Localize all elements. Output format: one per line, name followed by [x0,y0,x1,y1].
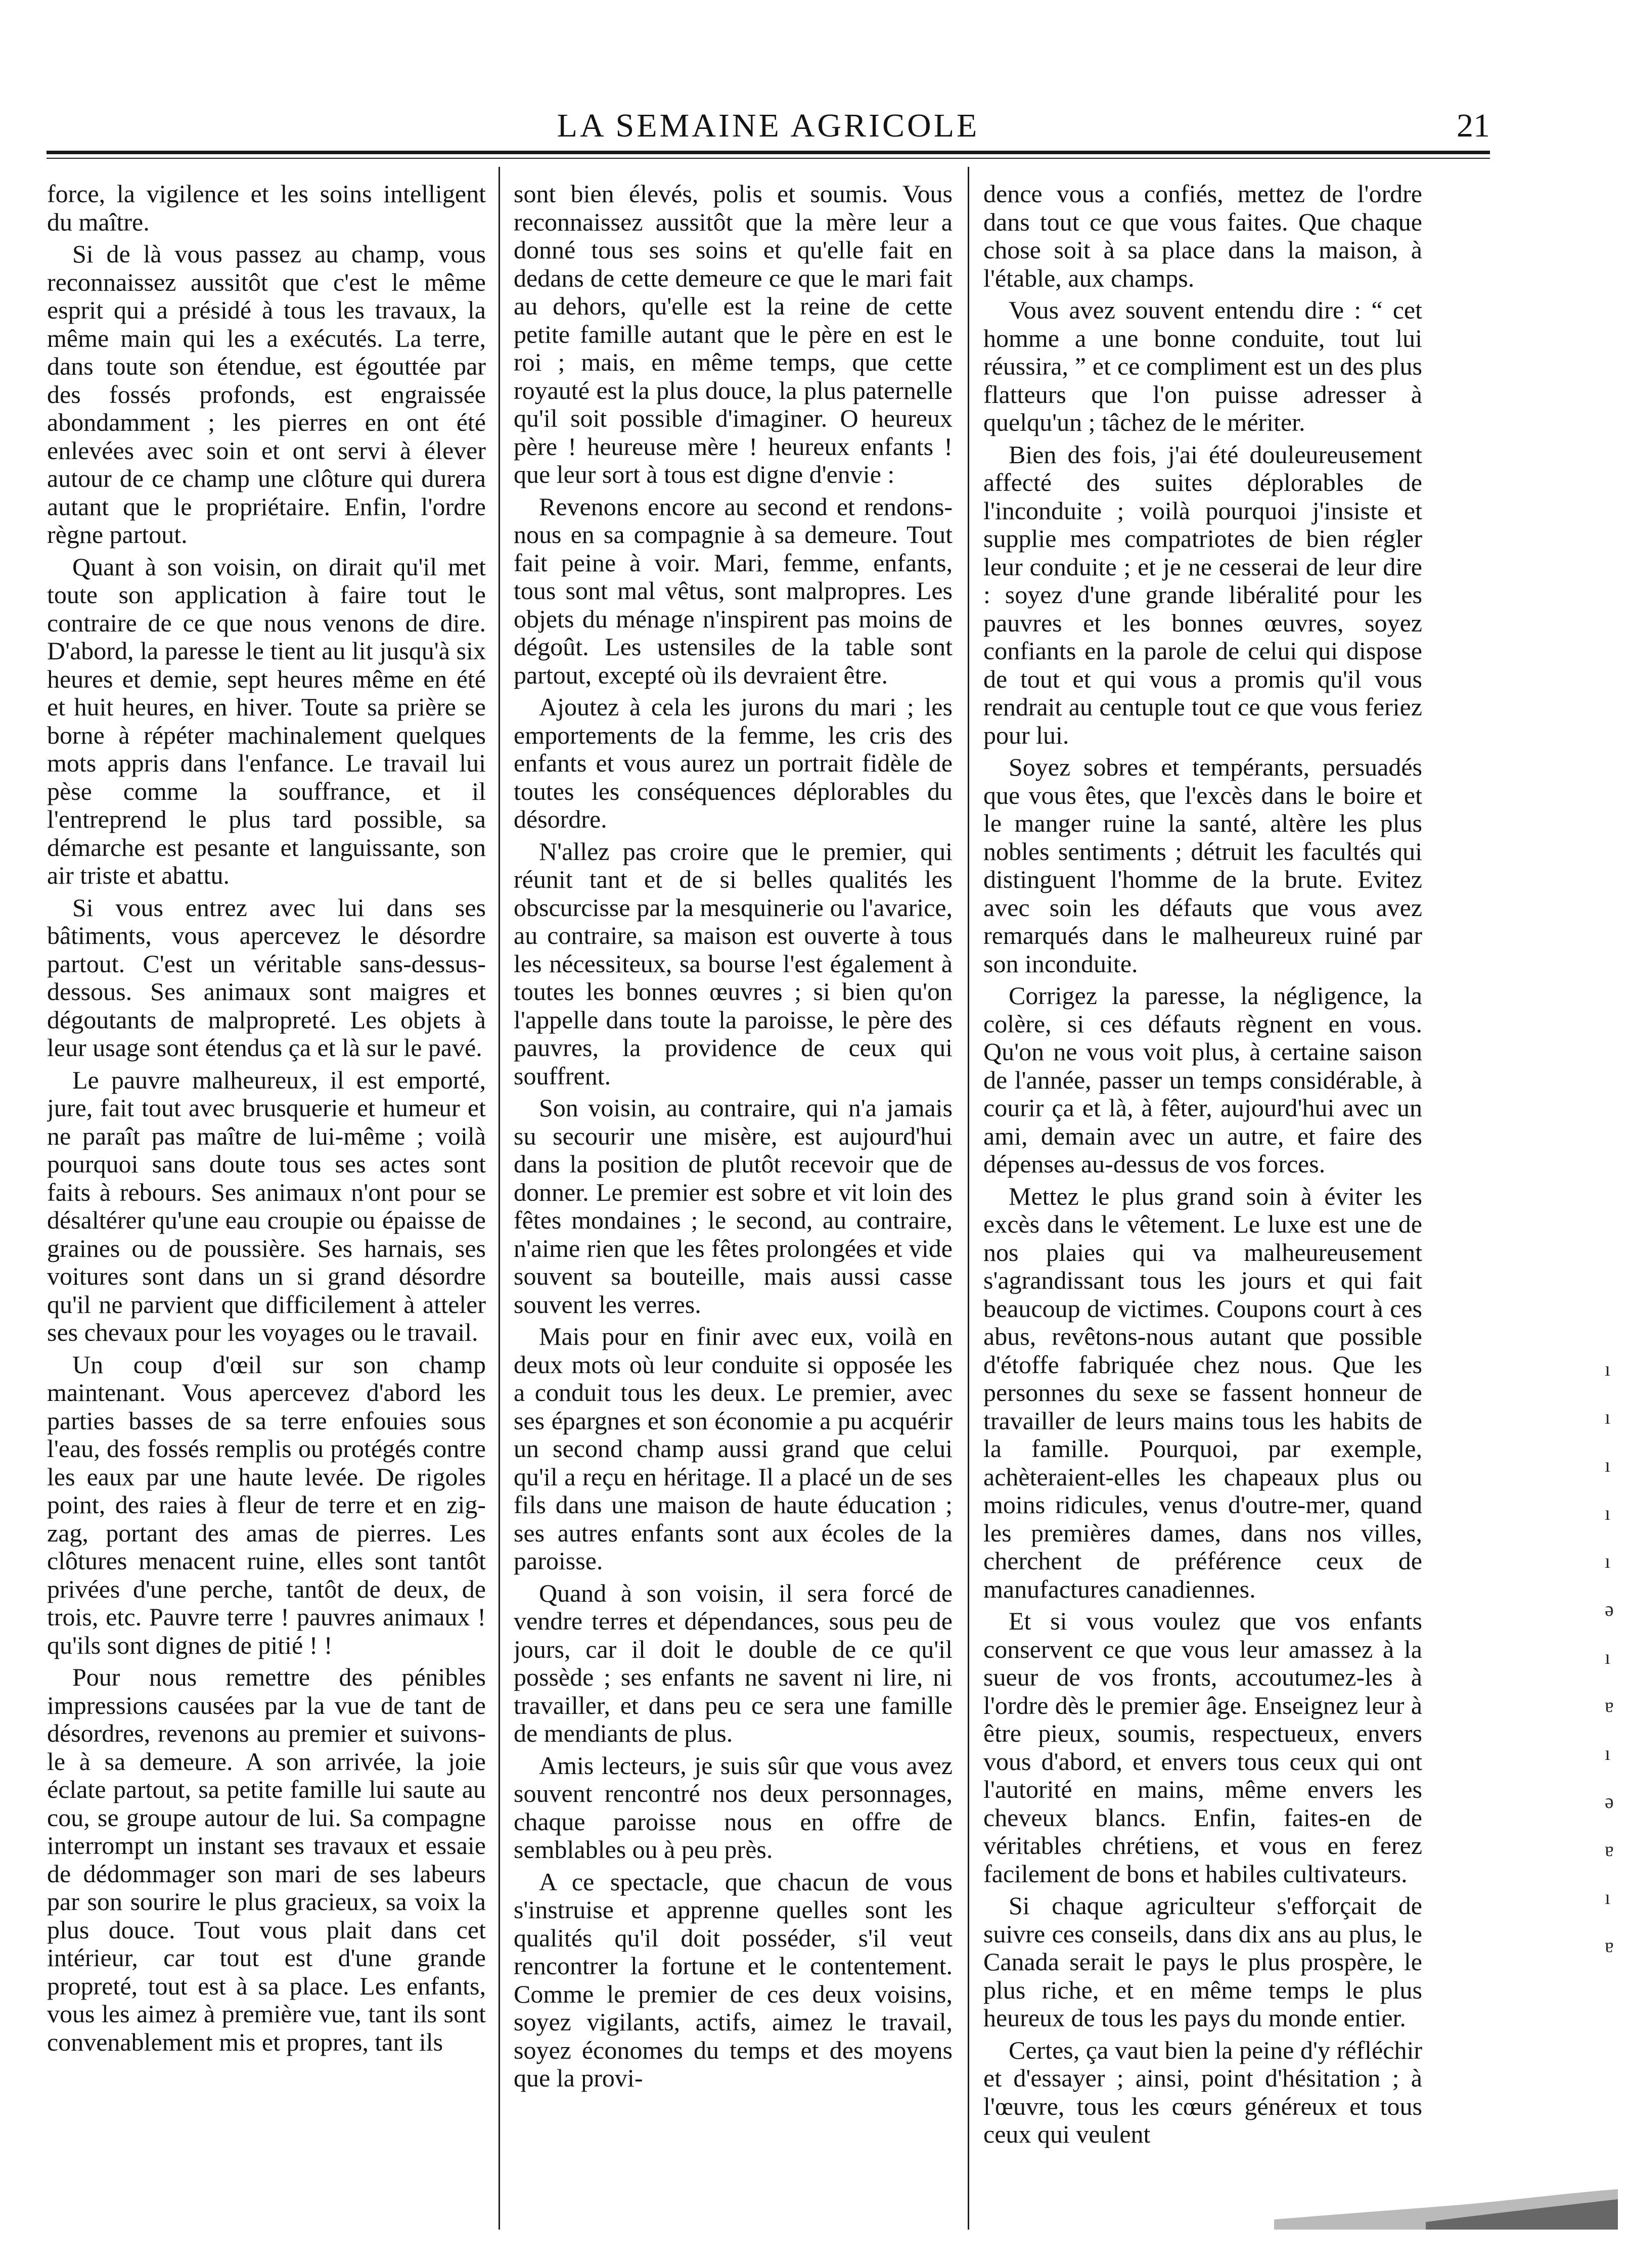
margin-mark: ɐ [1605,1694,1614,1716]
column-divider [968,167,969,2230]
running-title: LA SEMAINE AGRICOLE [557,107,980,144]
text-column-1 [47,180,486,2222]
paragraph: sont bien élevés, polis et soumis. Vous reconnaissez aussitôt que la mère leur a donné tous ses soins et qu'elle fait en dedans de cette demeure ce que le mari fait au dehors, qu'elle est la reine de cette petite famille autant que le père en est le roi ; mais, en même temps, que cette royauté est la plus douce, la plus paternelle qu'il soit possible d'imaginer. O heureux père ! heureuse mère ! heureux enfants ! que leur sort à tous est digne d'envie : [514,180,953,488]
margin-mark: ɐ [1605,1838,1614,1861]
paragraph: Corrigez la paresse, la négligence, la colère, si ces défauts règnent en vous. Qu'on ne vous voit plus, à certaine saison de l'année, passer un temps considérable, à courir ça et là, à fêter, aujourd'hui avec un ami, demain avec un autre, et faire des dépenses au-dessus de vos forces. [983,981,1422,1178]
paragraph: Certes, ça vaut bien la peine d'y réfléchir et d'essayer ; ainsi, point d'hésitation ; à l'œuvre, tous les cœurs généreux et tous ceux qui veulent [983,2035,1422,2148]
paragraph: N'allez pas croire que le premier, qui réunit tant et de si belles qualités les obscurcisse par la mesquinerie ou l'avarice, au contraire, sa maison est ouverte à tous les nécessiteux, sa bourse l'est également à toutes les bonnes œuvres ; si bien qu'on l'appelle dans toute la paroisse, le père des pauvres, la providence de ceux qui souffrent. [514,837,953,1090]
text-column-3 [983,180,1422,2222]
margin-mark: ɐ [1605,1934,1614,1957]
paragraph: Quant à son voisin, on dirait qu'il met toute son application à faire tout le contraire de ce que nous venons de dire. D'abord, la paresse le tient au lit jusqu'à six heures et demie, sept heures même en été et huit heures, en hiver. Toute sa prière se borne à répéter machinalement quelques mots appris dans l'enfance. Le travail lui pèse comme la souffrance, et il l'entreprend le plus tard possible, sa démarche est pesante et languissante, son air triste et abattu. [47,552,486,889]
margin-mark: ı [1605,1405,1611,1428]
margin-mark: ı [1605,1646,1611,1668]
paragraph: Vous avez souvent entendu dire : “ cet homme a une bonne conduite, tout lui réussira, ” et ce compliment est un des plus flatteurs que l'on puisse adresser à quelqu'un ; tâchez de le mériter. [983,296,1422,436]
paragraph: Mettez le plus grand soin à éviter les excès dans le vêtement. Le luxe est une de nos plaies qui va malheureusement s'agrandissant tous les jours et qui fait beaucoup de victimes. Coupons court à ces abus, revêtons-nous autant que possible d'étoffe fabriquée chez nous. Que les personnes du sexe se fassent honneur de travailler de leurs mains tous les habits de la famille. Pourquoi, par exemple, achèteraient-elles les chapeaux plus ou moins ridicules, venus d'outre-mer, quand les premières dames, dans nos villes, cherchent de préférence ceux de manufactures canadiennes. [983,1182,1422,1603]
page-number: 21 [1457,107,1490,144]
paragraph: Si vous entrez avec lui dans ses bâtiments, vous apercevez le désordre partout. C'est un véritable sans-dessus-dessous. Ses animaux sont maigres et dégoutants de malpropreté. Les objets à leur usage sont étendus ça et là sur le pavé. [47,893,486,1062]
paragraph: dence vous a confiés, mettez de l'ordre dans tout ce que vous faites. Que chaque chose soit à sa place dans la maison, à l'étable, aux champs. [983,180,1422,292]
paragraph: Le pauvre malheureux, il est emporté, jure, fait tout avec brusquerie et humeur et ne paraît pas maître de lui-même ; voilà pourquoi sans doute tous ses actes sont faits à rebours. Ses animaux n'ont pour se désaltérer qu'une eau croupie ou épaisse de graines ou de poussière. Ses harnais, ses voitures sont dans un si grand désordre qu'il ne parvient que difficilement à atteler ses chevaux pour les voyages ou le travail. [47,1065,486,1346]
paragraph: Ajoutez à cela les jurons du mari ; les emportements de la femme, les cris des enfants et vous aurez un portrait fidèle de toutes les conséquences déplorables du désordre. [514,693,953,833]
margin-mark: ǝ [1605,1598,1614,1620]
paragraph: A ce spectacle, que chacun de vous s'instruise et apprenne quelles sont les qualités qu'il doit posséder, s'il veut rencontrer la fortune et le contentement. Comme le premier de ces deux voisins, soyez vigilants, actifs, aimez le travail, soyez économes du temps et des moyens que la provi- [514,1867,953,2092]
margin-mark: ı [1605,1886,1611,1909]
header-rule-thick [47,151,1490,154]
paragraph: Si de là vous passez au champ, vous reconnaissez aussitôt que c'est le même esprit qui a présidé à tous les travaux, la même main qui les a exécutés. La terre, dans toute son étendue, est égouttée par des fossés profonds, est engraissée abondamment ; les pierres en ont été enlevées avec soin et ont servi à élever autour de ce champ une clôture qui durera autant que le propriétaire. Enfin, l'ordre règne partout. [47,240,486,549]
paragraph: Amis lecteurs, je suis sûr que vous avez souvent rencontré nos deux personnages, chaque paroisse nous en offre de semblables ou à peu près. [514,1751,953,1864]
paragraph: Si chaque agriculteur s'efforçait de suivre ces conseils, dans dix ans au plus, le Canada serait le pays le plus prospère, le plus riche, et en même temps le plus heureux de tous les pays du monde entier. [983,1891,1422,2032]
bleed-through-margin-marks [1605,1345,1625,2053]
text-column-2 [514,180,953,2222]
paragraph: force, la vigilence et les soins intelligent du maître. [47,180,486,236]
paragraph: Un coup d'œil sur son champ maintenant. Vous apercevez d'abord les parties basses de sa terre enfouies sous l'eau, des fossés remplis ou protégés contre les eaux par une haute levée. De rigoles point, des raies à fleur de terre et en zig-zag, portant des amas de pierres. Les clôtures menacent ruine, elles sont tantôt privées d'une perche, tantôt de deux, de trois, etc. Pauvre terre ! pauvres animaux ! qu'ils sont dignes de pitié ! ! [47,1350,486,1659]
margin-mark: ı [1605,1454,1611,1476]
paragraph: Pour nous remettre des pénibles impressions causées par la vue de tant de désordres, revenons au premier et suivons-le à sa demeure. A son arrivée, la joie éclate partout, sa petite famille lui saute au cou, se groupe autour de lui. Sa compagne interrompt un instant ses travaux et essaie de dédommager son mari de ses labeurs par son sourire le plus gracieux, sa voix la plus douce. Tout vous plait dans cet intérieur, car tout est d'une grande propreté, tout est à sa place. Les enfants, vous les aimez à première vue, tant ils sont convenablement mis et propres, tant ils [47,1663,486,2056]
paragraph: Bien des fois, j'ai été douleureusement affecté des suites déplorables de l'inconduite ; voilà pourquoi j'insiste et supplie mes compatriotes de bien régler leur conduite ; et je ne cesserai de leur dire : soyez d'une grande libéralité pour les pauvres et les bonnes œuvres, soyez confiants en la parole de celui qui dispose de tout et qui vous a promis qu'il vous rendrait au centuple tout ce que vous feriez pour lui. [983,440,1422,749]
paragraph: Revenons encore au second et rendons-nous en sa compagnie à sa demeure. Tout fait peine à voir. Mari, femme, enfants, tous sont mal vêtus, sont malpropres. Les objets du ménage n'inspirent pas moins de dégoût. Les ustensiles de la table sont partout, excepté où ils devraient être. [514,492,953,689]
paragraph: Son voisin, au contraire, qui n'a jamais su secourir une misère, est aujourd'hui dans la position de plutôt recevoir que de donner. Le premier est sobre et vit loin des fêtes mondaines ; le second, au contraire, n'aime rien que les fêtes prolongées et vide souvent sa bouteille, mais aussi casse souvent les verres. [514,1094,953,1319]
margin-mark: ı [1605,1502,1611,1524]
margin-mark: ı [1605,1357,1611,1380]
column-divider [499,167,500,2230]
paragraph: Soyez sobres et tempérants, persuadés que vous êtes, que l'excès dans le boire et le manger ruine la santé, altère les plus nobles sentiments ; détruit les facultés qui distinguent l'homme de la brute. Evitez avec soin les défauts que vous avez remarqués dans le malheureux ruiné par son inconduite. [983,753,1422,978]
margin-mark: ı [1605,1742,1611,1764]
paragraph: Quand à son voisin, il sera forcé de vendre terres et dépendances, sous peu de jours, car il doit le double de ce qu'il possède ; ses enfants ne savent ni lire, ni travailler, et dans peu ce sera une famille de mendiants de plus. [514,1578,953,1747]
margin-mark: ǝ [1605,1790,1614,1812]
margin-mark: ı [1605,1550,1611,1572]
paragraph: Et si vous voulez que vos enfants conservent ce que vous leur amassez à la sueur de vos fronts, accoutumez-les à l'ordre dès le premier âge. Enseignez leur à être pieux, soumis, respectueux, envers vous d'abord, et envers tous ceux qui ont l'autorité en mains, même envers les cheveux blancs. Enfin, faites-en de véritables chrétiens, et vous en ferez facilement de bons et habiles cultivateurs. [983,1607,1422,1888]
page-header [47,103,1490,149]
ink-smudge [1274,2184,1618,2230]
header-rule-thin [47,158,1490,159]
paragraph: Mais pour en finir avec eux, voilà en deux mots où leur conduite si opposée les a conduit tous les deux. Le premier, avec ses épargnes et son économie a pu acquérir un second champ aussi grand que celui qu'il a reçu en héritage. Il a placé un de ses fils dans une maison de haute éducation ; ses autres enfants sont aux écoles de la paroisse. [514,1322,953,1575]
